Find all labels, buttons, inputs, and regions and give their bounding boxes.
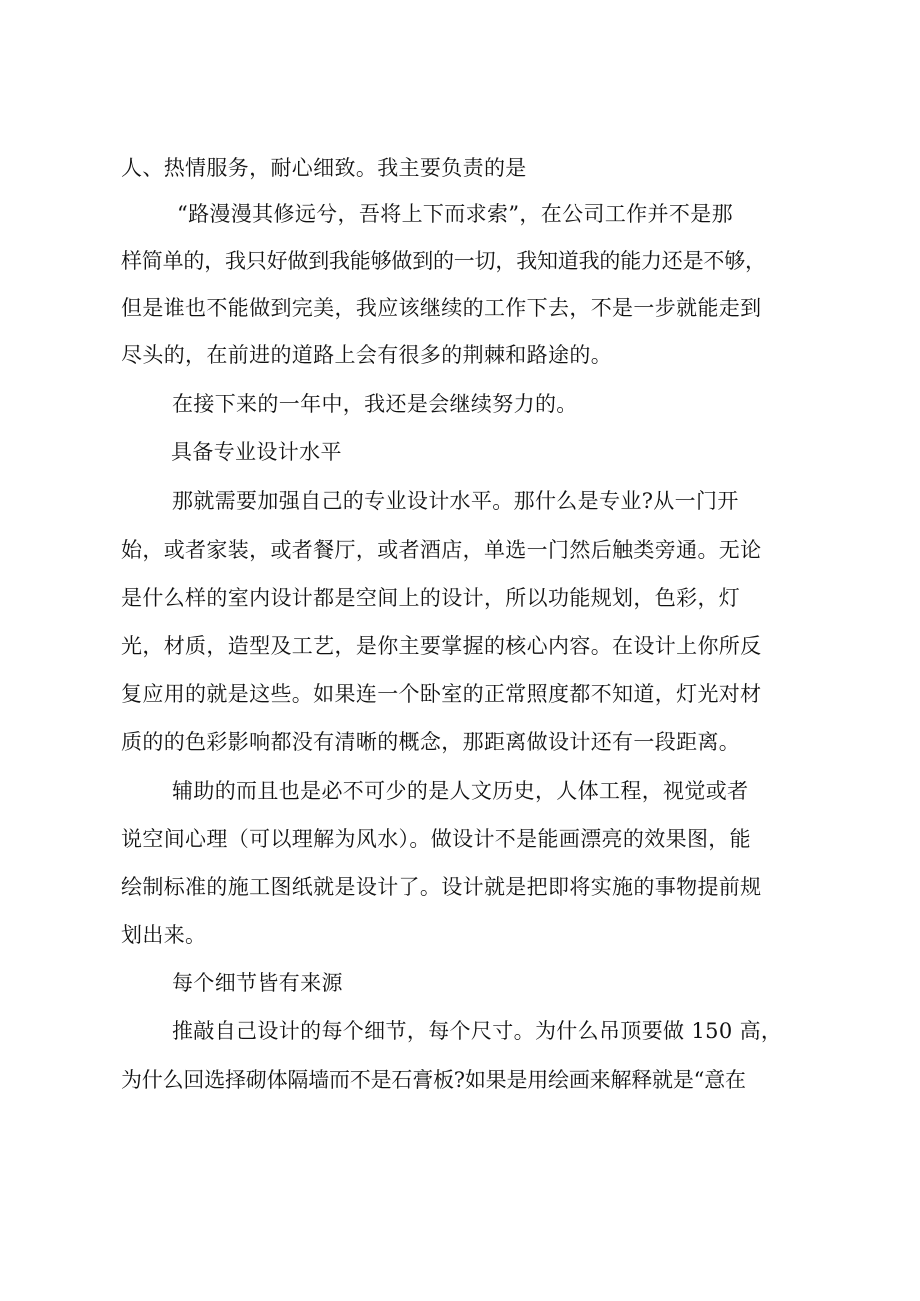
text-line-2: “路漫漫其修远兮，吾将上下而求索”，在公司工作并不是那 (177, 202, 733, 226)
text-line-3: 样简单的，我只好做到我能够做到的一切，我知道我的能力还是不够， (121, 249, 766, 273)
text-line-16: 绘制标准的施工图纸就是设计了。设计就是把即将实施的事物提前规 (121, 875, 762, 899)
text-line-13: 质的的色彩影响都没有清晰的概念，那距离做设计还有一段距离。 (121, 730, 741, 754)
text-line-4: 但是谁也不能做到完美，我应该继续的工作下去，不是一步就能走到 (121, 296, 762, 320)
text-line-8: 那就需要加强自己的专业设计水平。那什么是专业?从一门开 (172, 489, 739, 513)
text-line-6: 在接下来的一年中，我还是会继续努力的。 (172, 392, 578, 416)
text-line-5: 尽头的，在前进的道路上会有很多的荆棘和路途的。 (121, 343, 613, 367)
text-line-1: 人、热情服务，耐心细致。我主要负责的是 (121, 156, 527, 180)
section-heading-2: 每个细节皆有来源 (172, 971, 343, 995)
section-heading-1: 具备专业设计水平 (171, 440, 342, 464)
text-line-14: 辅助的而且也是必不可少的是人文历史，人体工程，视觉或者 (172, 779, 749, 803)
text-line-17: 划出来。 (121, 923, 207, 947)
text-line-10: 是什么样的室内设计都是空间上的设计，所以功能规划，色彩，灯 (121, 586, 741, 610)
text-line-11: 光，材质，造型及工艺，是你主要掌握的核心内容。在设计上你所反 (121, 634, 762, 658)
text-line-20: 为什么回选择砌体隔墙而不是石膏板?如果是用绘画来解释就是“意在 (121, 1068, 746, 1092)
text-line-9: 始，或者家装，或者餐厅，或者酒店，单选一门然后触类旁通。无论 (121, 538, 762, 562)
text-line-15: 说空间心理（可以理解为风水）。做设计不是能画漂亮的效果图，能 (121, 827, 751, 851)
text-line-12: 复应用的就是这些。如果连一个卧室的正常照度都不知道，灯光对材 (121, 682, 762, 706)
text-line-19: 推敲自己设计的每个细节，每个尺寸。为什么吊顶要做 150 高， (172, 1019, 783, 1043)
